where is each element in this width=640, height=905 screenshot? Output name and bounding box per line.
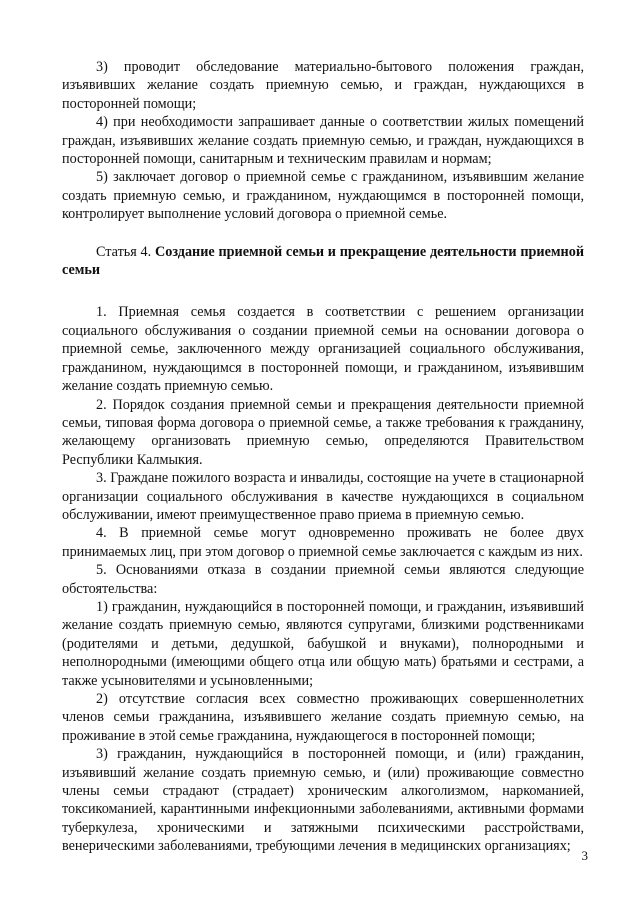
top-items (62, 58, 584, 224)
item-5-paragraph: 5) заключает договор о приемной семье с гражданином, изъявившим желание создать приемную семью, и гражданином, нуждающимся в посторонней помощи, контролирует выполнение условий договора о приемной семье. (62, 169, 584, 223)
article-part-2: 2. Порядок создания приемной семьи и прекращения деятельности приемной семьи, типовая форма договора о приемной семье, а также требования к гражданину, желающему организовать приемную семью, определяются Правительством Республики Калмыкия. (62, 396, 584, 468)
item-4-paragraph: 4) при необходимости запрашивает данные о соответствии жилых помещений граждан, изъявивших желание создать приемную семью, и граждан, нуждающихся в посторонней помощи, санитарным и техническим правилам и нормам; (62, 114, 584, 168)
article-title: Создание приемной семьи и прекращение деятельности приемной семьи (62, 243, 584, 279)
refusal-ground-2: 2) отсутствие согласия всех совместно проживающих совершеннолетних членов семьи гражданина, изъявившего желание создать приемную семью, на проживание в этой семье гражданина, нуждающегося в посторонней помощи; (62, 691, 584, 744)
article-body (62, 303, 584, 855)
article-part-4: 4. В приемной семье могут одновременно проживать не более двух принимаемых лиц, при этом договор о приемной семье заключается с каждым из них. (62, 525, 584, 560)
item-3-paragraph: 3) проводит обследование материально-бытового положения граждан, изъявивших желание создать приемную семью, и граждан, нуждающихся в посторонней помощи; (62, 59, 584, 112)
article-heading (62, 243, 584, 280)
article-part-1: 1. Приемная семья создается в соответствии с решением организации социального обслуживания о создании приемной семьи на основании договора о приемной семье, заключенного между организацией социального обслуживания, гражданином, нуждающимся в посторонней помощи, и гражданином, изъявившим желание создать приемную семью. (62, 304, 584, 395)
article-part-5: 5. Основаниями отказа в создании приемной семьи являются следующие обстоятельства: (62, 562, 584, 597)
page-number: 3 (581, 848, 588, 863)
article-part-3: 3. Граждане пожилого возраста и инвалиды, состоящие на учете в стационарной организации социального обслуживания в качестве нуждающихся в социальном обслуживании, имеют преимущественное право приема в приемную семью. (62, 470, 584, 523)
refusal-ground-3: 3) гражданин, нуждающийся в посторонней помощи, и (или) гражданин, изъявивший желание создать приемную семью, и (или) проживающие совместно члены семьи страдают (страдает) хроническим алкоголизмом, наркоманией, токсикоманией, карантинными инфекционными заболеваниями, активными формами туберкулеза, хроническими и затяжными психическими расстройствами, венерическими заболеваниями, требующими лечения в медицинских организациях; (62, 746, 584, 855)
refusal-ground-1: 1) гражданин, нуждающийся в посторонней помощи, и гражданин, изъявивший желание создать приемную семью, являются супругами, близкими родственниками (родителями и детьми, дедушкой, бабушкой и внуками), полнородными и неполнородными (имеющими общего отца или общую мать) братьями и сестрами, а также усыновителями и усыновленными; (62, 598, 584, 689)
article-label: Статья 4. (96, 243, 152, 260)
